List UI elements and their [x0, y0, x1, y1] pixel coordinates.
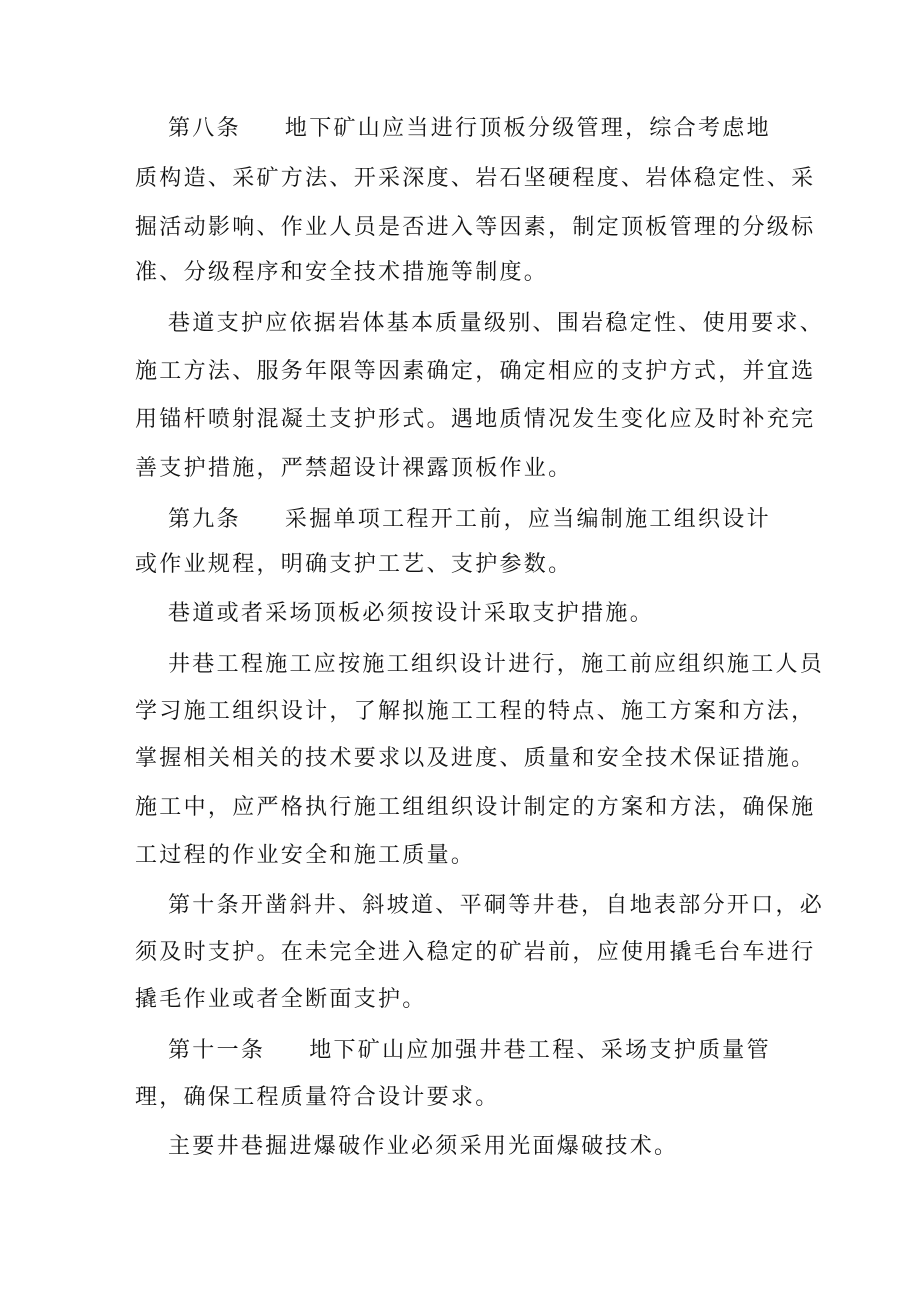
article-8-para2-line3: 用锚杆喷射混凝土支护形式。遇地质情况发生变化应及时补充完: [135, 407, 816, 432]
article-9-heading: 第九条: [168, 507, 241, 532]
article-9-para3-line3: 掌握相关相关的技术要求以及进度、质量和安全技术保证措施。: [135, 746, 816, 771]
article-8-para2-line4: 善支护措施，严禁超设计裸露顶板作业。: [135, 456, 573, 481]
article-9-first-line: [168, 505, 771, 535]
article-10-line3: 撬毛作业或者全断面支护。: [135, 987, 427, 1012]
article-11-line2: 理，确保工程质量符合设计要求。: [135, 1085, 500, 1110]
article-8-heading: 第八条: [168, 116, 241, 141]
article-9-line1-text: 采掘单项工程开工前，应当编制施工组织设计: [284, 507, 771, 532]
article-8-line3: 掘活动影响、作业人员是否进入等因素，制定顶板管理的分级标: [135, 215, 816, 240]
article-10-line2: 须及时支护。在未完全进入稳定的矿岩前，应使用撬毛台车进行: [135, 940, 816, 965]
article-9-para2: 巷道或者采场顶板必须按设计采取支护措施。: [168, 601, 655, 626]
article-8-line2: 质构造、采矿方法、开采深度、岩石坚硬程度、岩体稳定性、采: [135, 166, 816, 191]
article-10-line1: 第十条开凿斜井、斜坡道、平硐等井巷，自地表部分开口，必: [168, 893, 825, 918]
article-11-first-line: [168, 1036, 771, 1066]
article-11-heading: 第十一条: [168, 1038, 266, 1063]
article-8-line4: 准、分级程序和安全技术措施等制度。: [135, 260, 549, 285]
article-11-line1-text: 地下矿山应加强井巷工程、采场支护质量管: [309, 1038, 771, 1063]
article-9-para3-line2: 学习施工组织设计，了解拟施工工程的特点、施工方案和方法，: [135, 699, 816, 724]
article-9-para3-line4: 施工中，应严格执行施工组组织设计制定的方案和方法，确保施: [135, 795, 816, 820]
article-9-line2: 或作业规程，明确支护工艺、支护参数。: [135, 552, 573, 577]
article-8-para2-line1: 巷道支护应依据岩体基本质量级别、围岩稳定性、使用要求、: [168, 311, 825, 336]
article-8-para2-line2: 施工方法、服务年限等因素确定，确定相应的支护方式，并宜选: [135, 359, 816, 384]
article-8-first-line: [168, 114, 771, 144]
article-9-para3-line1: 井巷工程施工应按施工组织设计进行，施工前应组织施工人员: [168, 652, 825, 677]
article-8-line1-text: 地下矿山应当进行顶板分级管理，综合考虑地: [284, 116, 771, 141]
article-11-para2: 主要井巷掘进爆破作业必须采用光面爆破技术。: [168, 1134, 679, 1159]
article-9-para3-line5: 工过程的作业安全和施工质量。: [135, 843, 476, 868]
